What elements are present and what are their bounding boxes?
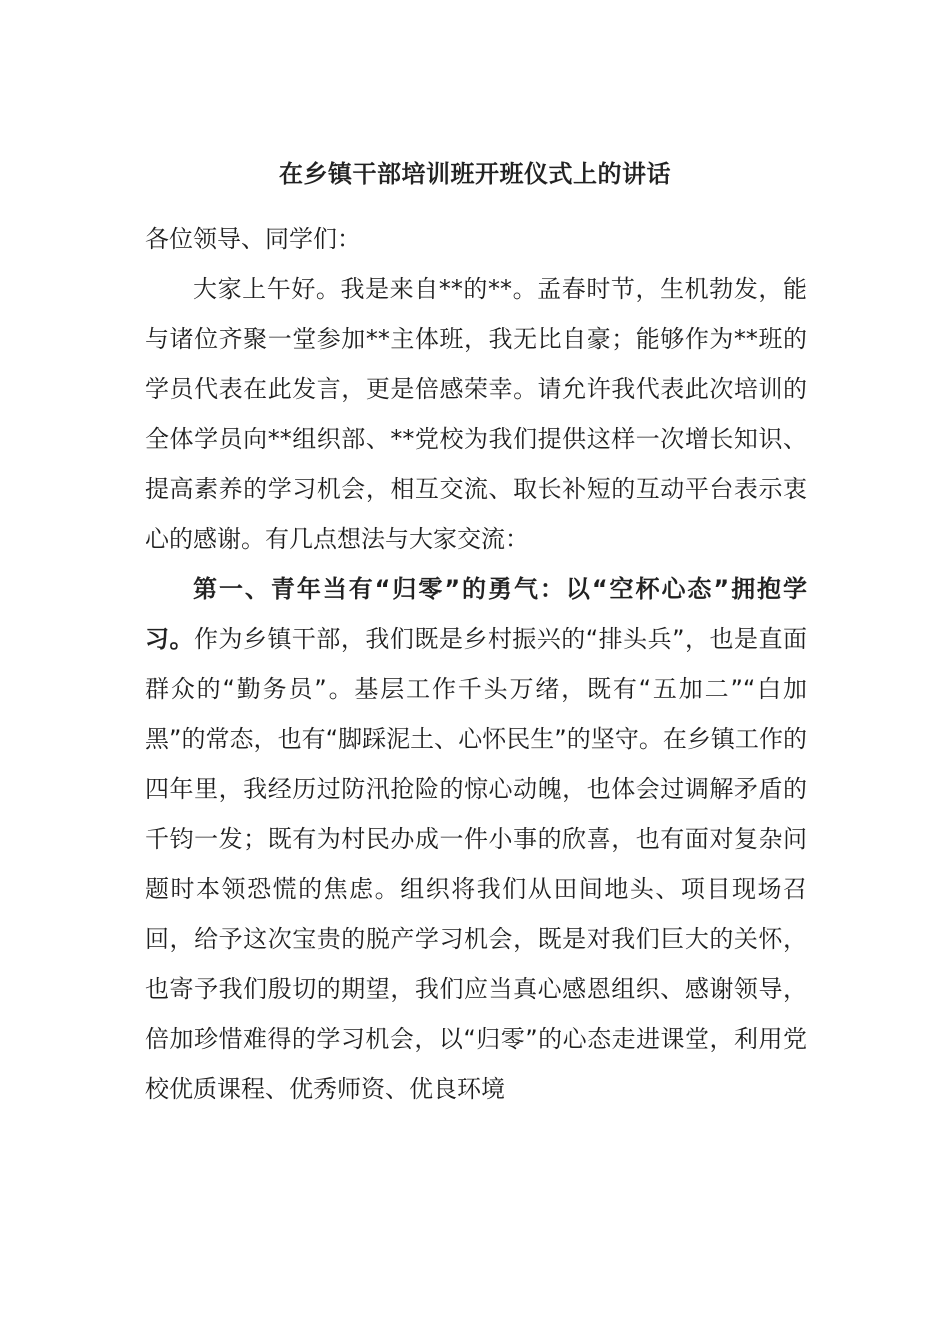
document-title: 在乡镇干部培训班开班仪式上的讲话: [279, 160, 671, 188]
greeting-line: 各位领导、同学们：: [145, 225, 361, 253]
section-1-body: 作为乡镇干部，我们既是乡村振兴的“排头兵”，也是直面群众的“勤务员”。基层工作千头万绪，既有“五加二”“白加黑”的常态，也有“脚踩泥土、心怀民生”的坚守。在乡镇工作的四年里，我经历过防汛抢险的惊心动魄，也体会过调解矛盾的千钧一发；既有为村民办成一件小事的欣喜，也有面对复杂问题时本领恐慌的焦虑。组织将我们从田间地头、项目现场召回，给予这次宝贵的脱产学习机会，既是对我们巨大的关怀，也寄予我们殷切的期望，我们应当真心感恩组织、感谢领导，倍加珍惜难得的学习机会，以“归零”的心态走进课堂，利用党校优质课程、优秀师资、优良环境: [145, 625, 808, 1103]
section-1-heading: 第一、青年当有“归零”的勇气：以“空杯心态”拥抱学习。: [145, 575, 807, 653]
document-body: [145, 214, 807, 1114]
paragraph-section-1: [145, 564, 807, 1114]
paragraph-intro: 大家上午好。我是来自**的**。孟春时节，生机勃发，能与诸位齐聚一堂参加**主体班，我无比自豪；能够作为**班的学员代表在此发言，更是倍感荣幸。请允许我代表此次培训的全体学员向**组织部、**党校为我们提供这样一次增长知识、提高素养的学习机会，相互交流、取长补短的互动平台表示衷心的感谢。有几点想法与大家交流：: [145, 275, 807, 553]
